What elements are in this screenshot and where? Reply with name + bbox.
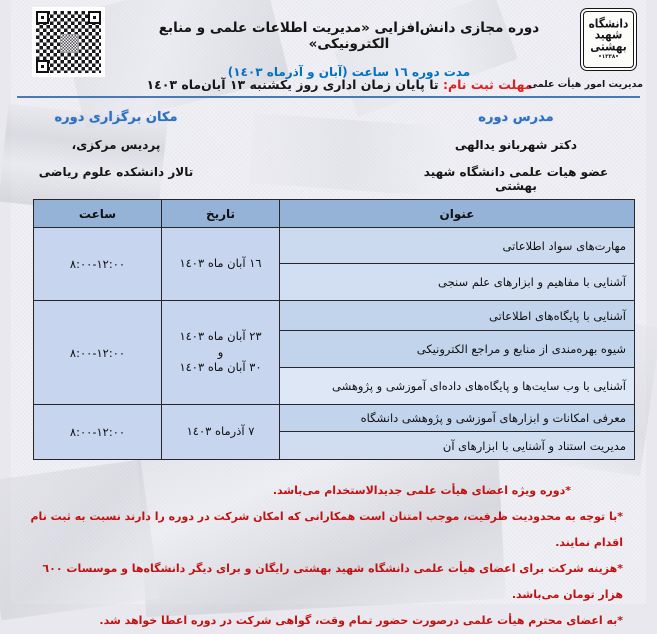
column-header-date: تاریخ (162, 200, 280, 228)
department-label: مدیریت امور هیأت علمی (528, 79, 643, 90)
venue-line2: تالار دانشکده علوم ریاضی (38, 165, 194, 179)
table-header-row (34, 200, 635, 228)
qr-finder-icon (88, 11, 101, 24)
deadline-label: مهلت ثبت نام: (442, 77, 533, 92)
deadline-text: تا پایان زمان اداری روز یکشنبه ١٣ آبان‌ماه ١٤٠٣ (146, 77, 443, 92)
time-cell: ٨:٠٠-١٢:٠٠ (34, 405, 162, 460)
time-cell: ٨:٠٠-١٢:٠٠ (34, 301, 162, 405)
topic-cell: مدیریت استناد و آشنایی با ابزارهای آن (280, 432, 635, 460)
logo-word: بهشتی (590, 39, 627, 54)
date-cell: ١٦ آبان ماه ١٤٠٣ (162, 228, 280, 301)
logo-year: •١٣٣٨• (598, 53, 619, 60)
topic-cell: معرفی امکانات و ابزارهای آموزشی و پژوهشی دانشگاه (280, 405, 635, 432)
instructor-block (413, 110, 619, 193)
table-row (34, 405, 635, 432)
qr-finder-icon (36, 11, 49, 24)
note-line: *به اعضای محترم هیأت علمی درصورت حضور تمام وقت، گواهی شرکت در دوره اعطا خواهد شد. (99, 614, 623, 627)
topic-cell: آشنایی با پایگاه‌های اطلاعاتی (280, 301, 635, 331)
column-header-time: ساعت (34, 200, 162, 228)
course-duration: مدت دوره ١٦ ساعت (آبان و آذرماه ١٤٠٣) (227, 65, 471, 79)
poster-page (11, 0, 646, 627)
venue-heading: مکان برگزاری دوره (54, 110, 178, 125)
university-logo (580, 8, 637, 71)
table-row (34, 301, 635, 331)
schedule-table (33, 199, 635, 460)
venue-line1: پردیس مرکزی، (71, 138, 161, 152)
logo-word: شهید (594, 28, 623, 43)
header-divider (17, 96, 640, 98)
time-cell: ٨:٠٠-١٢:٠٠ (34, 228, 162, 301)
date-cell: ٢٣ آبان ماه ١٤٠٣ و ٣٠ آبان ماه ١٤٠٣ (162, 301, 280, 405)
note-line: *دوره ویژه اعضای هیأت علمی جدیدالاستخدام می‌باشد. (272, 484, 571, 497)
instructor-name: دکتر شهربانو یدالهی (454, 138, 578, 152)
footer-notes (21, 478, 623, 634)
instructor-affiliation: عضو هیات علمی دانشگاه شهید بهشتی (423, 165, 609, 193)
note-line: *هزینه شرکت برای اعضای هیأت علمی دانشگاه شهید بهشتی رایگان و برای دیگر دانشگاه‌ها و موسسات ٦٠٠ هزار تومان می‌باشد. (42, 562, 623, 601)
topic-cell: مهارت‌های سواد اطلاعاتی (280, 228, 635, 264)
registration-deadline (107, 77, 572, 92)
topic-cell: آشنایی با مفاهیم و ابزارهای علم سنجی (280, 264, 635, 301)
topic-cell: شیوه بهره‌مندی از منابع و مراجع الکترونیکی (280, 331, 635, 368)
note-line: *با توجه به محدودیت ظرفیت، موجب امتنان است همکارانی که امکان شرکت در دوره را دارند نسبت به ثبت نام اقدام نمایند. (30, 510, 623, 549)
logo-word: دانشگاه (588, 17, 629, 32)
qr-center-logo-icon (60, 34, 79, 53)
date-cell: ٧ آذرماه ١٤٠٣ (162, 405, 280, 460)
topic-cell: آشنایی با وب سایت‌ها و پایگاه‌های داده‌ای آموزشی و پژوهشی (280, 368, 635, 405)
table-row (34, 228, 635, 264)
venue-block (25, 110, 207, 179)
instructor-heading: مدرس دوره (478, 110, 554, 125)
column-header-title: عنوان (280, 200, 635, 228)
header-title-block (123, 20, 575, 79)
qr-finder-icon (36, 60, 49, 73)
qr-code-icon (32, 7, 105, 77)
course-title: دوره مجازی دانش‌افزایی «مدیریت اطلاعات علمی و منابع الکترونیکی» (158, 20, 540, 52)
